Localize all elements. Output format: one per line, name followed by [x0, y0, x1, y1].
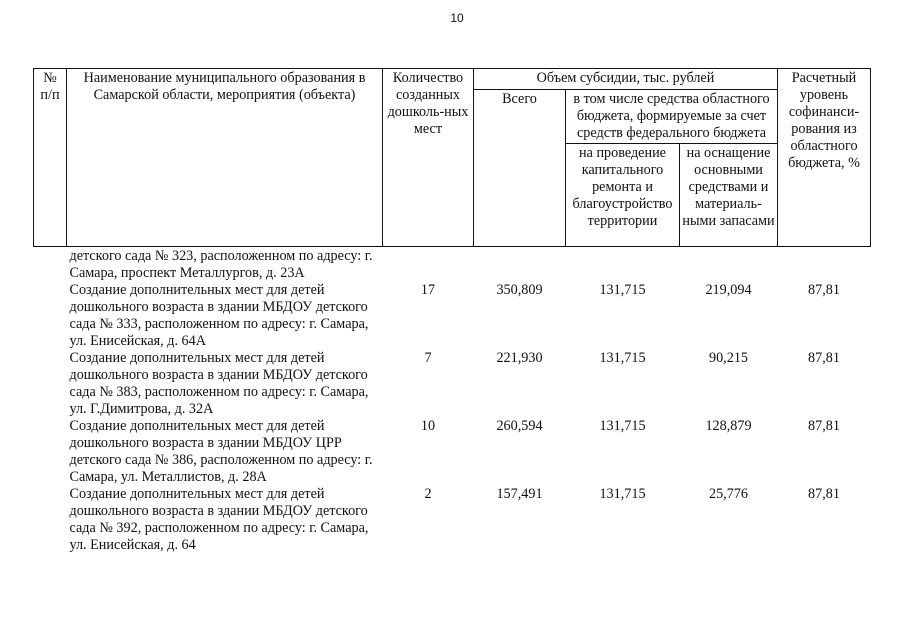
row-places: 10 [420, 418, 436, 434]
row-total: 221,930 [496, 350, 543, 366]
row-places: 17 [420, 282, 436, 298]
row-equipment: 128,879 [705, 418, 752, 434]
row-level: 87,81 [808, 486, 840, 502]
row-equipment: 25,776 [708, 486, 748, 502]
row-repair: 131,715 [599, 418, 646, 434]
page-number: 10 [450, 11, 464, 25]
row-places: 2 [424, 486, 432, 502]
row-repair: 131,715 [599, 486, 646, 502]
header-name: Наименование муниципального образования в Самарской области, мероприятия (объекта) [67, 69, 383, 247]
row-level: 87,81 [808, 282, 840, 298]
table-row [34, 282, 871, 350]
header-subsidy: Объем субсидии, тыс. рублей [474, 69, 778, 90]
row-level: 87,81 [808, 418, 840, 434]
header-places: Количество созданных дошколь-ных мест [383, 69, 474, 247]
row-total: 260,594 [496, 418, 543, 434]
continuation-text: детского сада № 323, расположенном по адресу: г. Самара, проспект Металлургов, д. 23А [69, 248, 373, 281]
table-row [34, 350, 871, 418]
row-name: Создание дополнительных мест для детей дошкольного возраста в здании МБДОУ детского сада № 383, расположенном по адресу: г. Самара, ул. Г.Димитрова, д. 32А [69, 350, 369, 417]
table-row [34, 247, 871, 283]
header-total: Всего [474, 90, 566, 247]
row-equipment: 90,215 [708, 350, 748, 366]
table-row [34, 418, 871, 486]
header-repair: на проведение капитального ремонта и благоустройство территории [566, 144, 680, 247]
header-equipment: на оснащение основными средствами и материаль-ными запасами [680, 144, 778, 247]
row-repair: 131,715 [599, 350, 646, 366]
table-row [34, 486, 871, 554]
row-name: Создание дополнительных мест для детей дошкольного возраста в здании МБДОУ детского сада № 333, расположенном по адресу: г. Самара, ул. Енисейская, д. 64А [69, 282, 369, 349]
row-places: 7 [424, 350, 432, 366]
header-federal: в том числе средства областного бюджета, формируемые за счет средств федерального бюджета [566, 90, 778, 144]
subsidy-table [33, 68, 871, 554]
row-name: Создание дополнительных мест для детей дошкольного возраста в здании МБДОУ детского сада № 392, расположенном по адресу: г. Самара, ул. Енисейская, д. 64 [69, 486, 369, 553]
row-equipment: 219,094 [705, 282, 752, 298]
row-repair: 131,715 [599, 282, 646, 298]
row-total: 350,809 [496, 282, 543, 298]
row-level: 87,81 [808, 350, 840, 366]
header-level: Расчетный уровень софинанси-рования из областного бюджета, % [778, 69, 871, 247]
row-name: Создание дополнительных мест для детей дошкольного возраста в здании МБДОУ ЦРР детского сада № 386, расположенном по адресу: г. Самара, ул. Металлистов, д. 28А [69, 418, 373, 485]
header-num: № п/п [34, 69, 67, 247]
row-total: 157,491 [496, 486, 543, 502]
